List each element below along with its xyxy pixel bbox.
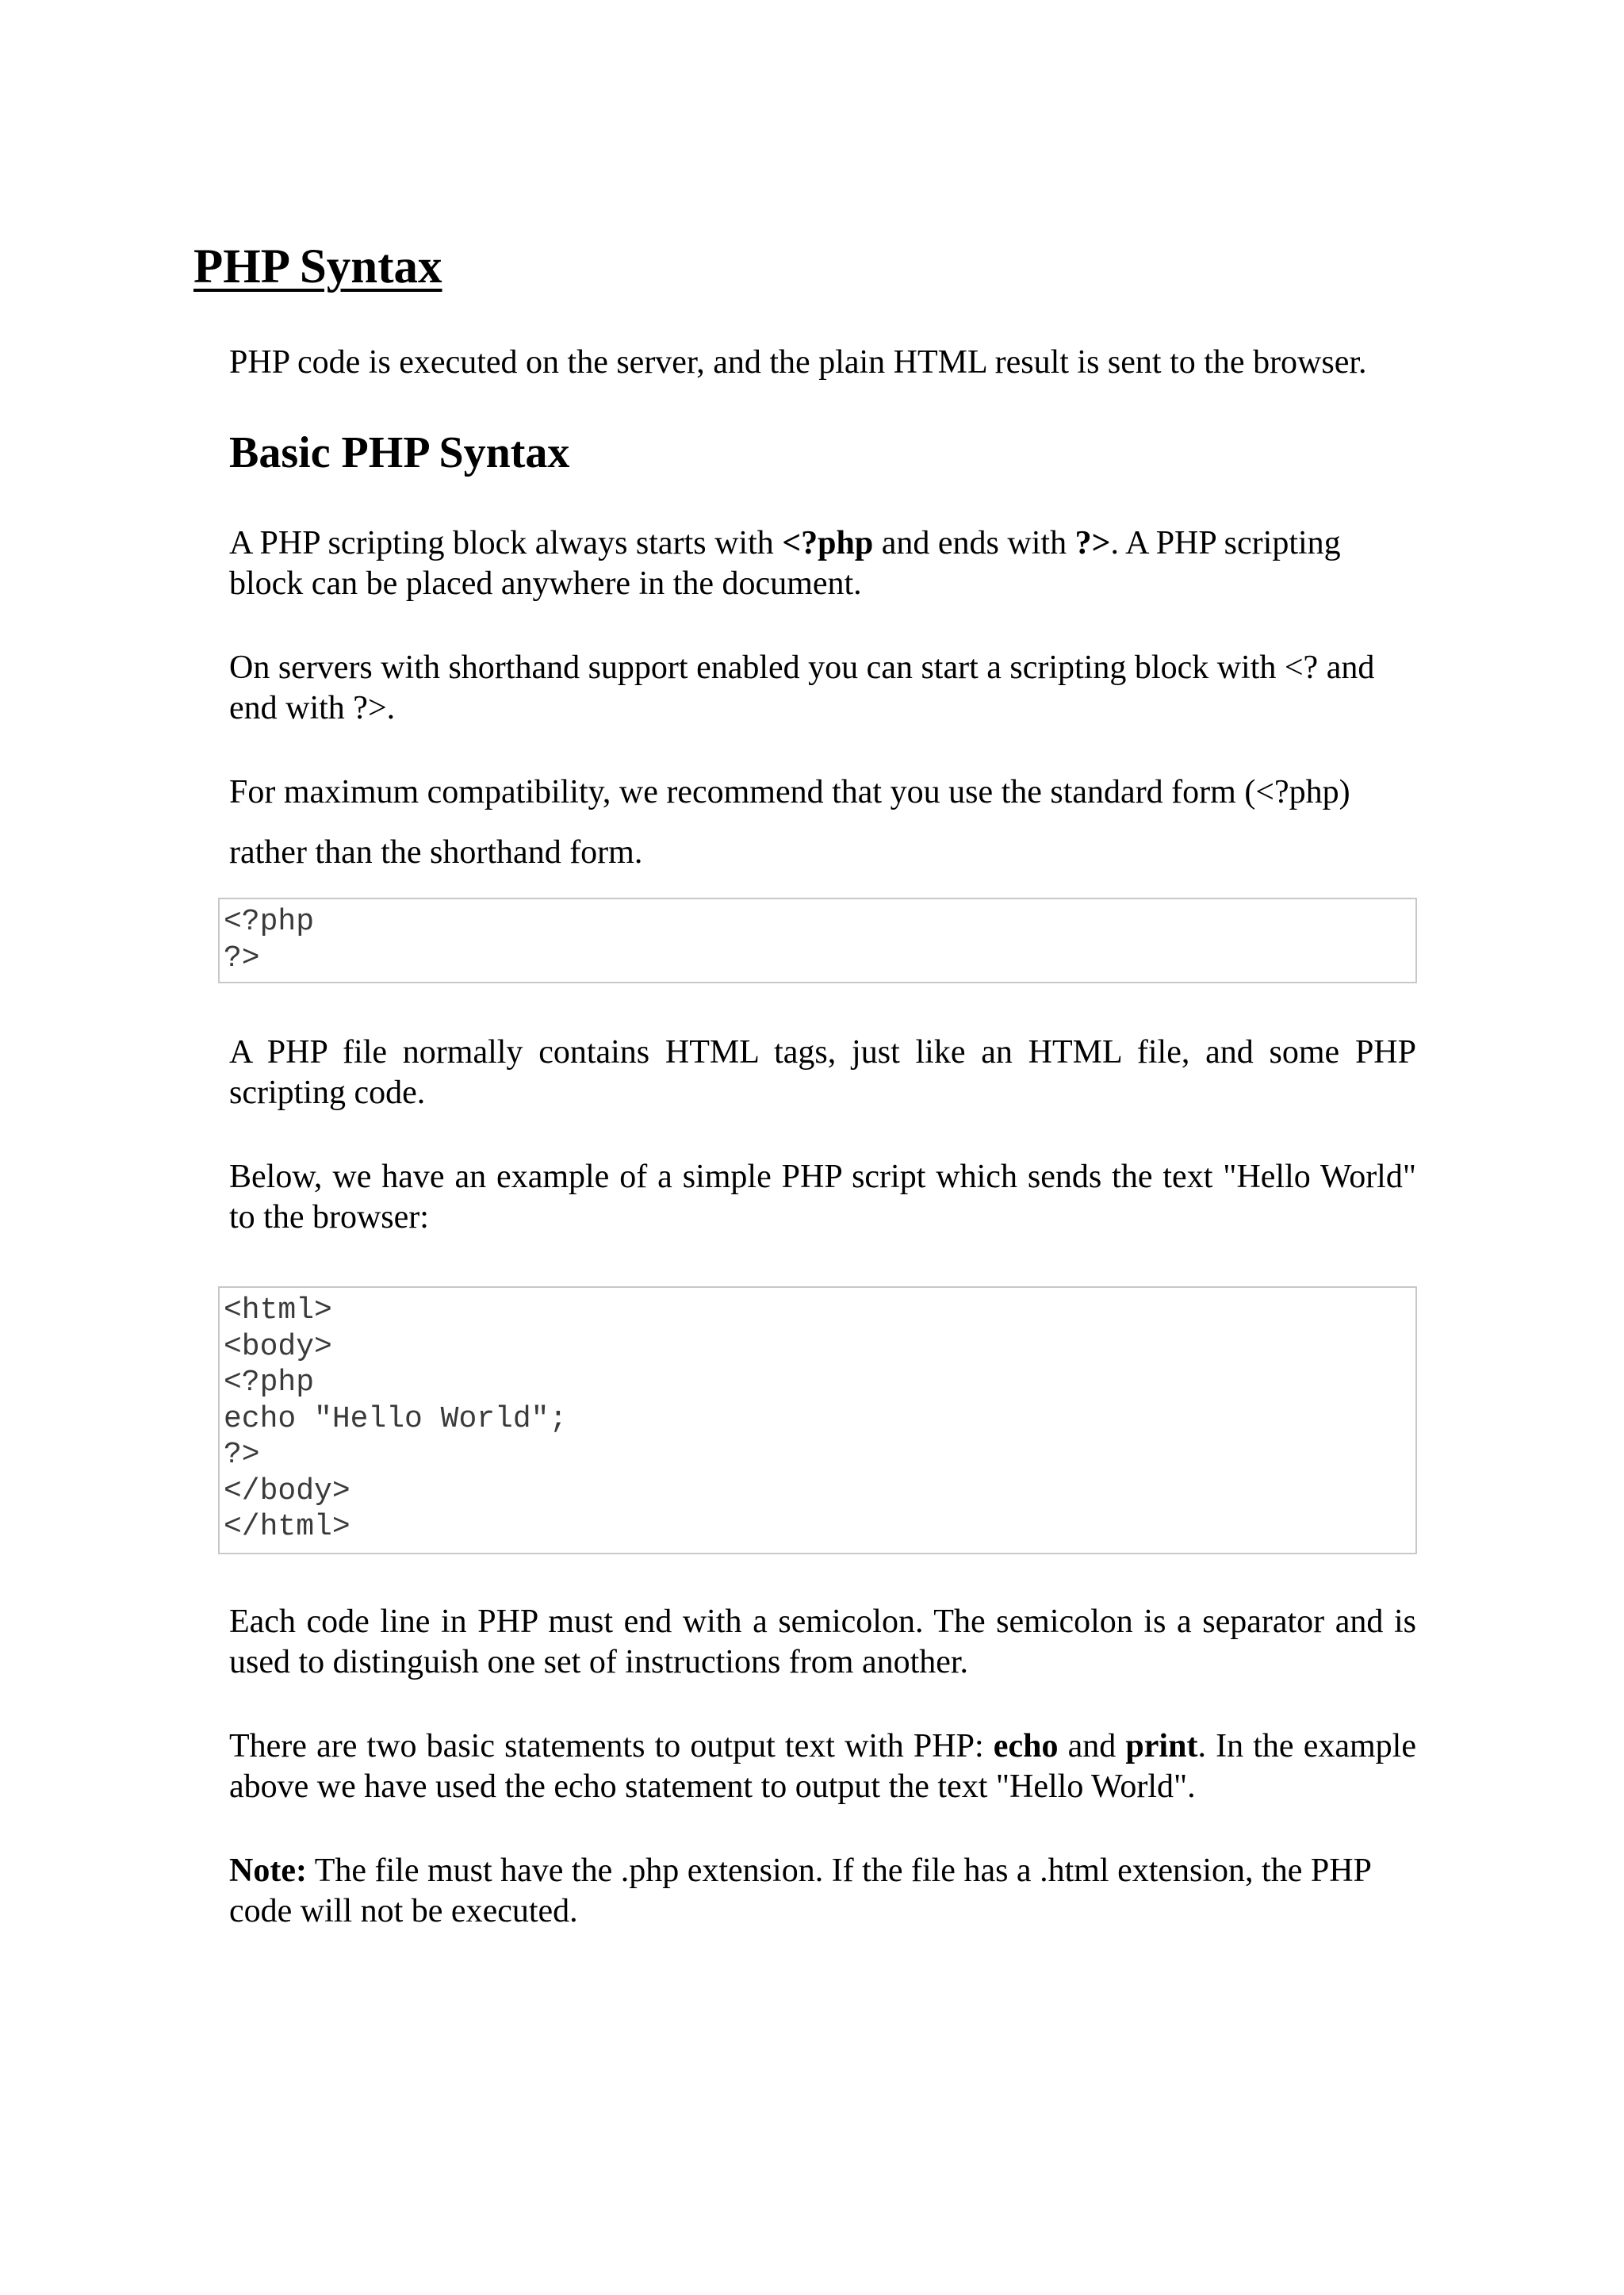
page-title: PHP Syntax [193, 240, 442, 293]
code-line: echo "Hello World"; [224, 1401, 568, 1436]
p7-text-e: . In the example above we have used the echo statement to output the text "Hello World". [229, 1728, 1416, 1805]
note-text: The file must have the .php extension. If the file has a .html extension, the PHP code will not be executed. [229, 1852, 1371, 1929]
p1-text-c: and ends with [873, 525, 1075, 561]
php-file-paragraph: A PHP file normally contains HTML tags, just like an HTML file, and some PHP scripting code. [229, 1034, 1416, 1111]
code-line: </body> [224, 1473, 350, 1508]
code-line: <?php [224, 905, 315, 939]
compatibility-line-1: For maximum compatibility, we recommend that you use the standard form (<?php) [229, 774, 1350, 810]
code-block-basic [218, 898, 1417, 983]
compatibility-line-2: rather than the shorthand form. [229, 834, 643, 871]
p7-text-a: There are two basic statements to output text with PHP: [229, 1728, 994, 1764]
code-block-hello-world [218, 1286, 1417, 1554]
scripting-block-paragraph [229, 523, 1416, 604]
code-line: <?php [224, 1366, 315, 1400]
close-tag-bold: ?> [1074, 525, 1111, 561]
echo-bold: echo [993, 1728, 1059, 1764]
code-line: ?> [224, 941, 260, 975]
output-statements-paragraph [229, 1726, 1416, 1807]
semicolon-paragraph: Each code line in PHP must end with a semicolon. The semicolon is a separator and is used to distinguish one set of instructions from another. [229, 1603, 1416, 1680]
shorthand-paragraph: On servers with shorthand support enabled you can start a scripting block with <? and end with ?>. [229, 649, 1375, 726]
open-tag-bold: <?php [782, 525, 874, 561]
p1-text-e: . A PHP scripting block can be placed anywhere in the document. [229, 525, 1341, 602]
p1-text-a: A PHP scripting block always starts with [229, 525, 783, 561]
note-label: Note: [229, 1852, 307, 1889]
code-line: </html> [224, 1510, 350, 1544]
intro-paragraph: PHP code is executed on the server, and the plain HTML result is sent to the browser. [229, 344, 1367, 381]
example-intro-paragraph: Below, we have an example of a simple PHP script which sends the text "Hello World" to the browser: [229, 1159, 1416, 1236]
p7-text-c: and [1058, 1728, 1126, 1764]
code-line: <body> [224, 1329, 332, 1364]
code-line: ?> [224, 1438, 260, 1472]
print-bold: print [1125, 1728, 1198, 1764]
section-heading: Basic PHP Syntax [229, 428, 570, 477]
code-line: <html> [224, 1293, 332, 1328]
note-paragraph [229, 1851, 1395, 1932]
